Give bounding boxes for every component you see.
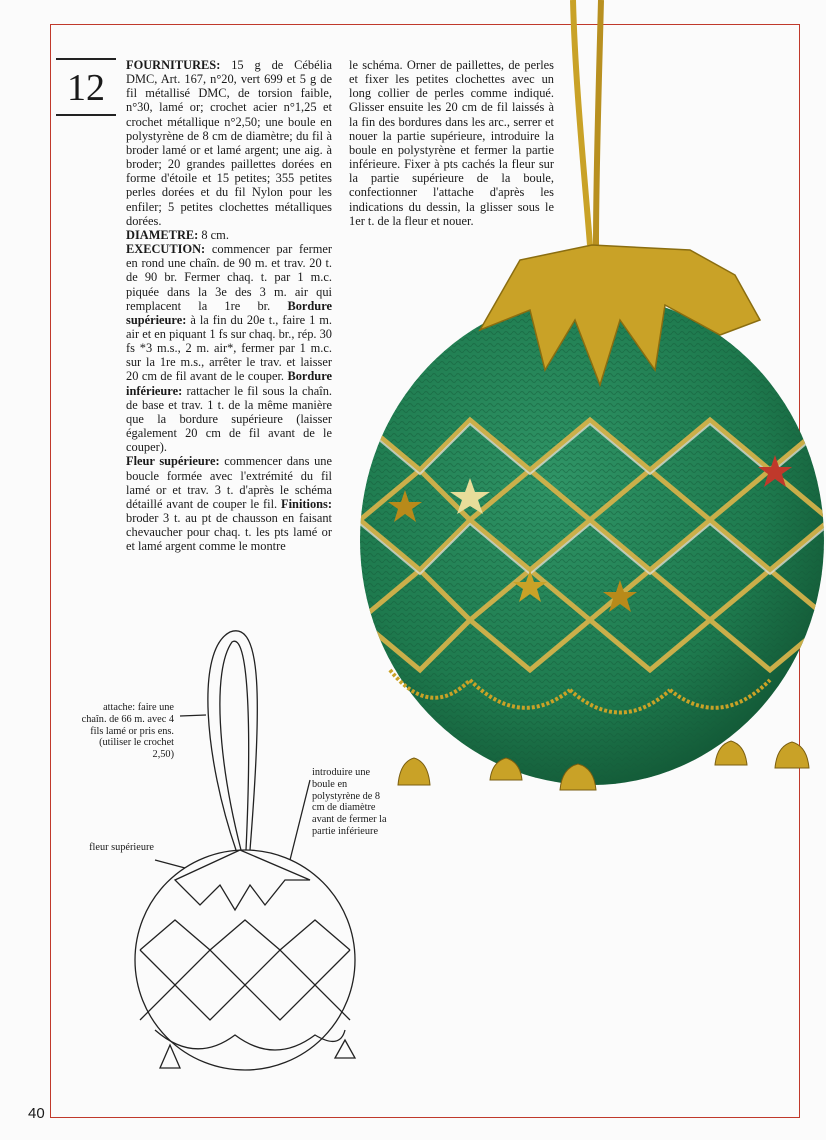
- fournitures-label: FOURNITURES:: [126, 58, 221, 72]
- leader-boule: [290, 780, 310, 860]
- bordure-inferieure-label: Bordure inférieure:: [126, 369, 332, 398]
- fleur-superieure-label: Fleur supérieure:: [126, 454, 220, 469]
- fournitures-text: 15 g de Cébélia DMC, Art. 167, n°20, vert 699 et 5 g de fil métallisé DMC, de torsion faible, n°30, lamé or; crochet acier n°1,25 et crochet métallique n°2,50; une boule en polystyrène de 8 cm de diamètre; du fil à broder lamé or et lamé argent; une aig. à broder; 20 grandes paillettes dorées en forme d'étoile et 15 petites; 355 petites perles dorées et du fil Nylon pour les enfiler; 5 petites clochettes métalliques dorées.: [126, 58, 332, 228]
- execution-text: commencer par fermer en rond une chaîn. de 90 m. et trav. 20 t. de 90 br. Fermer chaq. t. par 1 m.c. piquée dans la 3e des 3 m. air qui remplacent la 1re br.: [126, 242, 332, 313]
- execution-label: EXECUTION:: [126, 242, 206, 257]
- label-attache: attache: faire une chaîn. de 66 m. avec 4 fils lamé or pris ens. (utiliser le crochet 2,50): [81, 702, 174, 761]
- bordure-superieure-label: Bordure supérieure:: [126, 298, 332, 327]
- bordure-inferieure-text: rattacher le fil sous la chaîn. de base et trav. 1 t. de la même manière que la bordure supérieure (laisser également 20 cm de fil avant de le couper).: [126, 383, 332, 455]
- finitions-text-part1: broder 3 t. au pt de chausson en faisant chevaucher pour chaq. t. les pts lamé or et lamé argent comme le montre: [126, 511, 332, 554]
- pattern-number: 12: [67, 67, 105, 109]
- finitions-text-part2: le schéma. Orner de paillettes, de perles et fixer les petites clochettes avec un long collier de perles comme indiqué. Glisser ensuite les 20 cm de fil laissés à la fin des bordures dans les arc., serrer et nouer la partie supérieure, introduire la boule en polystyrène et fermer la partie inférieure. Fixer à pts cachés la fleur sur la partie supérieure de la boule, confectionner l'attache d'après les indications du dessin, la glisser sous le 1er t. de la fleur et nouer.: [349, 58, 554, 228]
- leader-attache: [180, 715, 206, 716]
- fleur-superieure-text: commencer dans une boucle formée avec l'extrémité du fil lamé or et trav. 3 t. d'après le schéma détaillé avant de couper le fil.: [126, 454, 332, 511]
- page-number: 40: [28, 1105, 45, 1122]
- label-introduire-boule: introduire une boule en polystyrène de 8 cm de diamètre avant de fermer la partie inférieure: [312, 767, 387, 837]
- leader-fleur: [155, 860, 185, 868]
- diametre-label: DIAMETRE:: [126, 227, 199, 242]
- finitions-label: Finitions:: [281, 496, 332, 511]
- bordure-superieure-text: à la fin du 20e t., faire 1 m. air et en piquant 1 fs sur chaq. br., rép. 30 fs *3 m.s., 2 m. air*, fermer par 1 m.c. sur la 1re m.s., arrêter le trav. et laisser 20 cm de fil avant de le couper.: [126, 312, 332, 384]
- label-fleur-superieure: fleur supérieure: [89, 842, 154, 853]
- diametre-text: 8 cm.: [201, 227, 229, 242]
